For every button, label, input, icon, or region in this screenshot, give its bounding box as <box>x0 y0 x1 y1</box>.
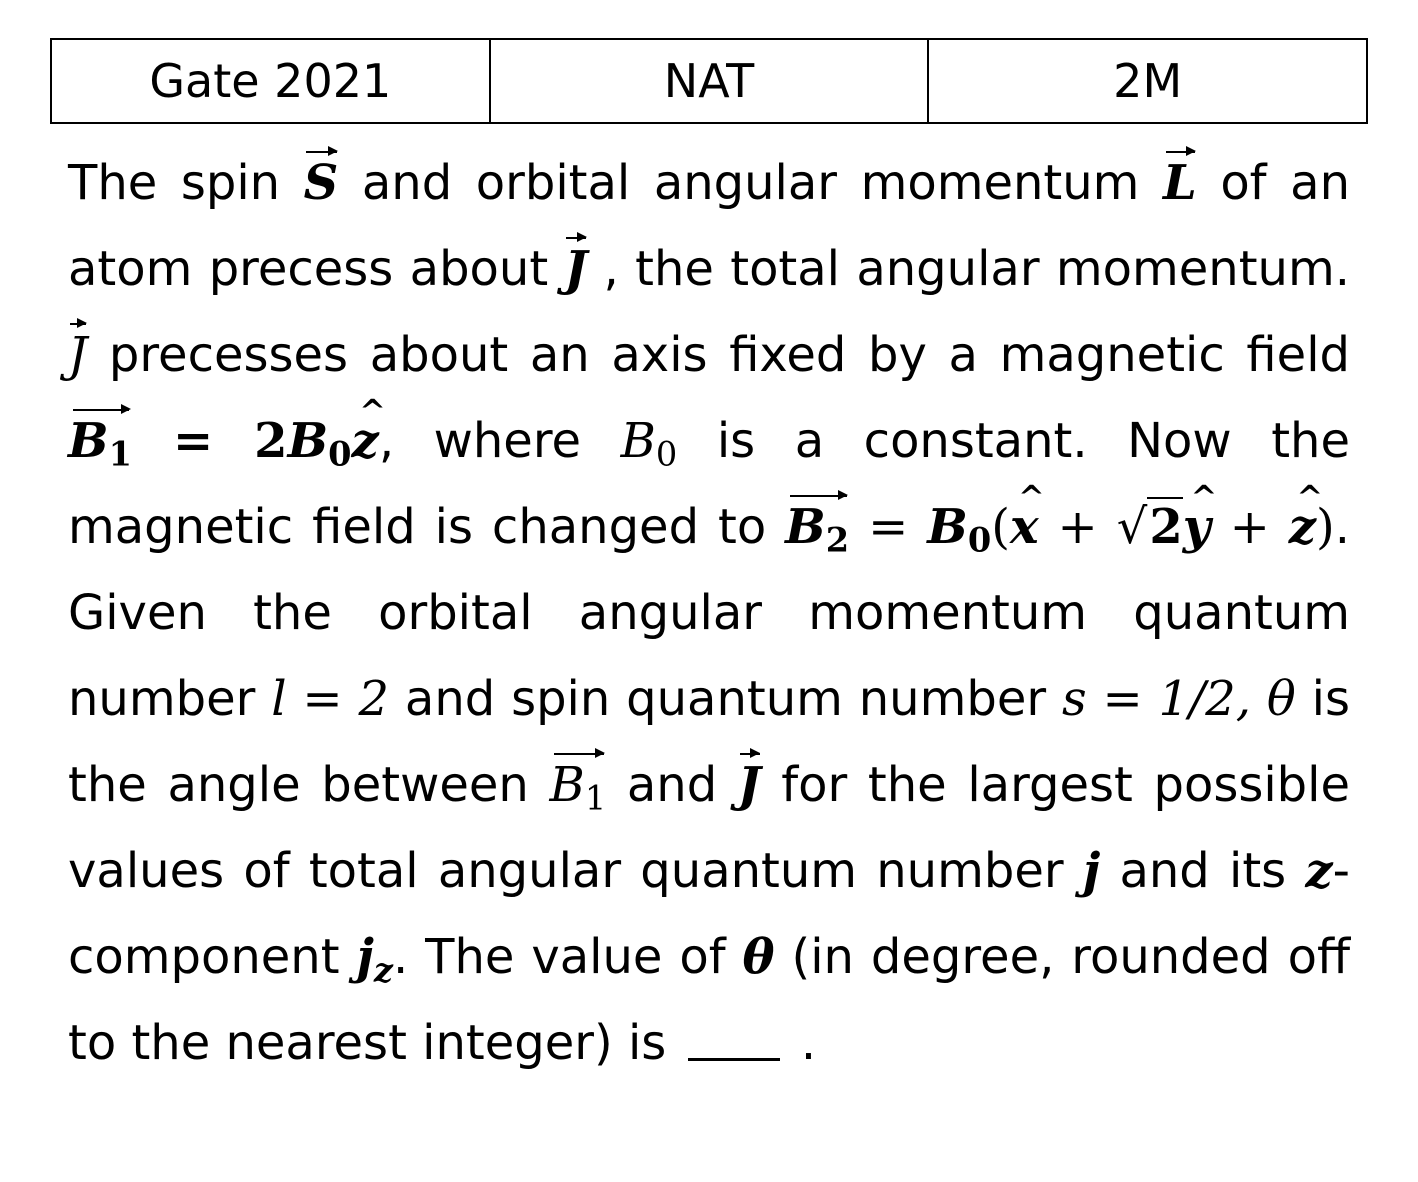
text-segment: is a constant. Now the magnetic field is changed to <box>68 413 1351 555</box>
equation-part: = <box>849 499 928 555</box>
text-segment: is the angle between <box>68 671 1351 813</box>
exam-cell: Gate 2021 <box>51 39 490 123</box>
text-segment: . <box>785 1015 817 1071</box>
field-b2-vector: $B_2$ <box>785 499 850 560</box>
z-unit-vector: ^ z <box>352 417 379 465</box>
orbital-vector: L <box>1163 155 1197 211</box>
spin-vector: S <box>303 155 339 211</box>
question-text: The spin S and orbital angular momentum L of an atom precess about J , the total angular momentum. J precesses about an axis fixed by a magnetic field $B_1$ = $2B_0\^{}$ z, where $B_0$ is a constant. Now the magnetic field is changed to $B_2$ = $B_0(\^{}$ x + √2^ y + ^ z). Given the orbital angular momentum quantum number l = 2 and spin quantum number s = 1/2, θ is the angle between $B_1$ and J for the largest possible values of total angular quantum number j and its z-component $j_z$. The value of θ (in degree, rounded off to the nearest integer) is . <box>68 140 1350 1086</box>
l-equation: l = 2 <box>271 671 390 727</box>
z-unit-vector: ^ z <box>1289 503 1316 551</box>
text-segment: precesses about an axis fixed by a magnetic field <box>87 327 1350 383</box>
text-segment: The spin <box>68 155 304 211</box>
text-segment: (in degree, rounded off to the nearest integer) is <box>68 929 1351 1071</box>
jz-symbol: $j_z$ <box>356 929 393 990</box>
text-segment: and orbital angular momentum <box>338 155 1163 211</box>
z-symbol: z <box>1305 843 1333 899</box>
answer-blank <box>688 1018 780 1061</box>
text-segment: and <box>606 757 738 813</box>
marks-cell: 2M <box>928 39 1367 123</box>
field-b1-plain: $B_1$ <box>549 757 607 818</box>
text-segment: , the total angular momentum. <box>587 241 1350 297</box>
text-segment: of an atom precess about <box>68 155 1350 297</box>
x-unit-vector: ^ x <box>1010 503 1039 551</box>
text-segment: and spin quantum number <box>389 671 1062 727</box>
text-segment: . Given the orbital angular momentum quantum number <box>68 499 1351 727</box>
text-segment: . The value of <box>392 929 743 985</box>
b0-symbol: B <box>287 413 329 469</box>
text-segment: and its <box>1100 843 1306 899</box>
text-segment: , where <box>378 413 621 469</box>
equation-part: = 2 <box>131 413 288 469</box>
question-header-table <box>50 38 1368 124</box>
text-segment: for the largest possible values of total angular quantum number <box>68 757 1351 899</box>
total-angular-momentum-vector: J <box>737 757 761 813</box>
b0-constant: $B_0$ <box>620 413 678 474</box>
field-b1-vector: $B_1$ <box>68 413 132 474</box>
total-angular-momentum-vector: J <box>564 241 588 297</box>
sqrt-two: √2 <box>1116 499 1183 555</box>
s-equation: s = 1/2, θ <box>1061 671 1296 727</box>
theta-symbol: θ <box>742 929 775 985</box>
j-symbol: j <box>1082 843 1101 899</box>
text-segment: -component <box>68 843 1350 985</box>
b0-symbol: B <box>927 499 968 555</box>
total-angular-momentum-vector-plain: J <box>68 327 88 383</box>
header-row <box>51 39 1367 123</box>
question-type-cell: NAT <box>490 39 929 123</box>
y-unit-vector: ^ y <box>1183 503 1211 551</box>
